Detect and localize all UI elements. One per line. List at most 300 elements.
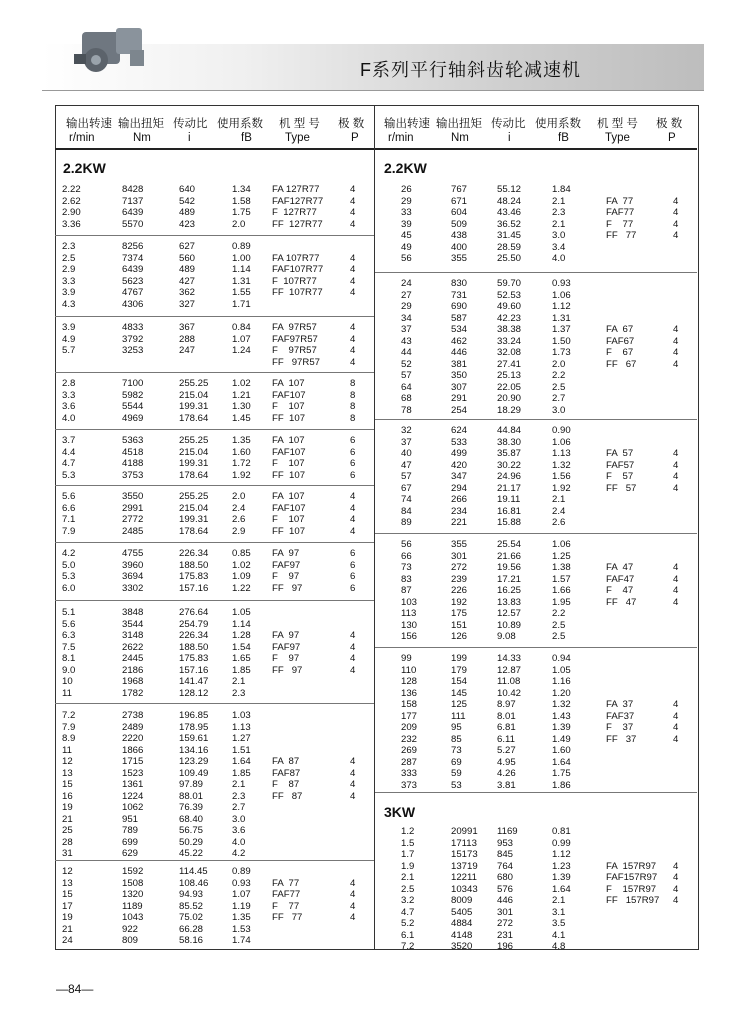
service-factor: 1.49 — [552, 733, 571, 745]
output-speed: 49 — [401, 241, 412, 253]
gear-ratio: 178.64 — [179, 412, 209, 424]
service-factor: 2.1 — [552, 494, 566, 505]
model-type: FF 47 — [606, 596, 637, 608]
service-factor: 1.73 — [552, 347, 571, 358]
model-type: F 37 — [606, 722, 634, 733]
pole-count: 6 — [350, 559, 356, 571]
service-factor: 1.05 — [552, 664, 571, 676]
service-factor: 1.21 — [232, 389, 251, 401]
output-torque: 1189 — [122, 900, 143, 912]
header-fb: 使用系数 — [535, 118, 581, 130]
output-speed: 56 — [401, 539, 412, 550]
output-speed: 8.1 — [62, 653, 76, 664]
service-factor: 1.23 — [552, 860, 571, 872]
model-type: FAF97 — [272, 641, 301, 653]
gear-ratio: 21.66 — [497, 550, 522, 562]
service-factor: 2.4 — [552, 505, 566, 517]
service-factor: 1.14 — [232, 264, 251, 275]
service-factor: 1.92 — [552, 482, 571, 494]
service-factor: 2.0 — [232, 218, 246, 230]
output-torque: 59 — [451, 768, 462, 779]
service-factor: 1.55 — [232, 287, 251, 298]
service-factor: 4.2 — [232, 848, 246, 859]
model-type: F 57 — [606, 471, 634, 482]
output-torque: 1968 — [122, 676, 144, 687]
output-speed: 110 — [401, 664, 417, 676]
service-factor: 1.53 — [232, 923, 251, 935]
model-type: FF 57 — [606, 482, 637, 494]
model-type: F 77 — [272, 900, 300, 912]
service-factor: 3.1 — [552, 906, 566, 918]
service-factor: 1.65 — [232, 653, 251, 664]
output-speed: 3.9 — [62, 287, 76, 298]
group-separator — [375, 272, 697, 273]
pole-count: 4 — [350, 333, 356, 345]
model-type: F 107 — [272, 401, 305, 412]
output-torque: 125 — [451, 699, 468, 710]
output-speed: 24 — [62, 935, 73, 946]
service-factor: 2.9 — [232, 525, 246, 537]
service-factor: 1.66 — [552, 585, 571, 596]
output-torque: 4969 — [122, 412, 144, 424]
output-torque: 438 — [451, 230, 468, 241]
gear-ratio: 6.11 — [497, 733, 515, 745]
gear-ratio: 542 — [179, 195, 196, 207]
service-factor: 1.02 — [232, 378, 251, 389]
model-type: FAF57 — [606, 459, 635, 471]
output-speed: 87 — [401, 585, 412, 596]
output-torque: 3848 — [122, 607, 144, 618]
service-factor: 1.58 — [232, 195, 251, 207]
output-torque: 3792 — [122, 333, 144, 345]
output-torque: 2622 — [122, 641, 144, 653]
service-factor: 1.72 — [232, 458, 251, 469]
output-torque: 73 — [451, 745, 462, 756]
pole-count: 4 — [350, 779, 356, 790]
output-speed: 1.5 — [401, 837, 415, 849]
output-torque: 17113 — [451, 837, 477, 849]
output-speed: 34 — [401, 312, 412, 324]
service-factor: 2.1 — [232, 676, 246, 687]
gear-ratio: 43.46 — [497, 207, 522, 218]
output-speed: 21 — [62, 813, 73, 825]
service-factor: 1.85 — [232, 767, 251, 779]
page-number: —84— — [56, 982, 94, 996]
service-factor: 1.71 — [232, 298, 251, 310]
model-type: FAF107 — [272, 446, 306, 458]
pole-count: 4 — [673, 207, 679, 218]
service-factor: 2.3 — [232, 790, 246, 802]
output-torque: 1523 — [122, 767, 144, 779]
header-poles: 极 数 — [656, 118, 683, 130]
output-speed: 5.3 — [62, 571, 76, 582]
model-type: FF 127R77 — [272, 218, 323, 230]
gear-ratio: 44.84 — [497, 425, 522, 436]
gear-ratio: 11.08 — [497, 676, 521, 687]
gear-ratio: 9.08 — [497, 631, 516, 642]
model-type: FA 97 — [272, 548, 300, 559]
service-factor: 2.5 — [552, 381, 566, 393]
model-type: FF 107 — [272, 469, 306, 481]
output-torque: 1782 — [122, 687, 144, 699]
model-type: F 97R57 — [272, 345, 317, 356]
service-factor: 2.6 — [232, 514, 246, 525]
unit-ratio: i — [188, 132, 191, 144]
pole-count: 8 — [350, 412, 356, 424]
output-speed: 156 — [401, 631, 418, 642]
output-speed: 12 — [62, 756, 73, 767]
output-speed: 2.5 — [401, 883, 415, 895]
output-speed: 5.3 — [62, 469, 76, 481]
output-speed: 4.7 — [62, 458, 76, 469]
right-column-header — [375, 108, 697, 148]
output-speed: 7.2 — [401, 941, 415, 952]
pole-count: 4 — [350, 218, 356, 230]
document-title: F系列平行轴斜齿轮减速机 — [360, 60, 581, 80]
gear-ratio: 489 — [179, 264, 196, 275]
gear-ratio: 576 — [497, 883, 514, 895]
output-speed: 13 — [62, 877, 73, 889]
gear-ratio: 75.02 — [179, 912, 204, 923]
service-factor: 2.1 — [552, 218, 566, 230]
output-torque: 3302 — [122, 582, 144, 594]
output-torque: 509 — [451, 218, 468, 230]
gear-ratio: 16.25 — [497, 585, 522, 596]
output-torque: 226 — [451, 585, 468, 596]
output-torque: 2220 — [122, 733, 144, 744]
pole-count: 4 — [350, 207, 356, 218]
service-factor: 1.19 — [232, 900, 251, 912]
header-speed: 输出转速 — [384, 118, 430, 130]
model-type: FA 47 — [606, 562, 634, 573]
service-factor: 2.5 — [552, 631, 566, 642]
output-speed: 99 — [401, 653, 412, 664]
pole-count: 4 — [673, 872, 679, 883]
output-speed: 287 — [401, 756, 418, 768]
model-type: F 107 — [272, 514, 305, 525]
unit-torque: Nm — [451, 132, 469, 144]
gear-ratio: 188.50 — [179, 641, 209, 653]
gear-ratio: 33.24 — [497, 335, 522, 347]
gear-ratio: 301 — [497, 906, 514, 918]
gear-ratio: 76.39 — [179, 802, 204, 813]
output-speed: 11 — [62, 687, 72, 699]
service-factor: 2.1 — [552, 895, 566, 906]
service-factor: 0.94 — [552, 653, 571, 664]
model-type: FF 97 — [272, 582, 303, 594]
left-section-title: 2.2KW — [63, 160, 106, 176]
pole-count: 4 — [350, 756, 356, 767]
model-type: FA 107 — [272, 491, 305, 502]
output-speed: 43 — [401, 335, 412, 347]
gear-ratio: 88.01 — [179, 790, 204, 802]
gear-ratio: 199.31 — [179, 514, 209, 525]
gear-ratio: 56.75 — [179, 825, 204, 836]
output-speed: 1.9 — [401, 860, 415, 872]
gear-ratio: 59.70 — [497, 278, 522, 289]
output-torque: 830 — [451, 278, 468, 289]
pole-count: 4 — [673, 585, 679, 596]
gear-ratio: 12.87 — [497, 664, 522, 676]
output-torque: 2445 — [122, 653, 144, 664]
gear-ratio: 30.22 — [497, 459, 522, 471]
gear-ratio: 50.29 — [179, 836, 204, 848]
service-factor: 1.60 — [552, 745, 571, 756]
group-separator — [55, 429, 374, 430]
output-torque: 1508 — [122, 877, 144, 889]
pole-count: 4 — [673, 883, 679, 895]
output-torque: 951 — [122, 813, 139, 825]
pole-count: 6 — [350, 458, 356, 469]
service-factor: 2.2 — [552, 370, 566, 381]
output-speed: 4.9 — [62, 333, 76, 345]
model-type: FAF87 — [272, 767, 301, 779]
gear-ratio: 24.96 — [497, 471, 522, 482]
output-speed: 74 — [401, 494, 412, 505]
service-factor: 3.0 — [552, 230, 566, 241]
service-factor: 1.64 — [232, 756, 251, 767]
model-type: FA 107R77 — [272, 252, 320, 264]
output-torque: 671 — [451, 195, 468, 207]
service-factor: 1.14 — [232, 618, 251, 630]
output-speed: 3.6 — [62, 401, 76, 412]
gear-ratio: 18.29 — [497, 404, 522, 416]
gear-ratio: 108.46 — [179, 877, 209, 889]
output-speed: 2.3 — [62, 241, 76, 252]
gear-ratio: 157.16 — [179, 582, 209, 594]
output-speed: 7.9 — [62, 525, 76, 537]
header-speed: 输出转速 — [66, 118, 112, 130]
pole-count: 4 — [673, 358, 679, 370]
output-torque: 126 — [451, 631, 468, 642]
gear-ratio: 49.60 — [497, 301, 522, 312]
group-separator — [375, 419, 697, 420]
left-column-header — [55, 108, 374, 148]
header-ratio: 传动比 — [173, 118, 208, 130]
output-speed: 37 — [401, 324, 412, 335]
gear-ratio: 32.08 — [497, 347, 522, 358]
output-torque: 3753 — [122, 469, 144, 481]
output-torque: 179 — [451, 664, 468, 676]
gear-ratio: 178.95 — [179, 721, 209, 733]
pole-count: 6 — [350, 571, 356, 582]
output-speed: 28 — [62, 836, 73, 848]
model-type: F 97 — [272, 571, 300, 582]
output-torque: 587 — [451, 312, 468, 324]
output-torque: 3694 — [122, 571, 144, 582]
service-factor: 1.60 — [232, 446, 251, 458]
output-torque: 53 — [451, 779, 462, 791]
service-factor: 4.0 — [232, 836, 246, 848]
gear-ratio: 22.05 — [497, 381, 522, 393]
output-speed: 21 — [62, 923, 73, 935]
pole-count: 4 — [673, 699, 679, 710]
model-type: FAF107 — [272, 389, 306, 401]
output-torque: 12211 — [451, 872, 477, 883]
output-torque: 291 — [451, 393, 468, 404]
gear-ratio: 362 — [179, 287, 196, 298]
service-factor: 1.37 — [552, 324, 571, 335]
service-factor: 1.32 — [552, 699, 571, 710]
pole-count: 4 — [673, 195, 679, 207]
output-torque: 8428 — [122, 184, 144, 195]
gear-ratio: 215.04 — [179, 502, 209, 514]
output-speed: 78 — [401, 404, 412, 416]
output-torque: 1592 — [122, 866, 144, 877]
header-poles: 极 数 — [338, 118, 365, 130]
service-factor: 1.57 — [552, 573, 571, 585]
group-separator — [55, 485, 374, 486]
model-type: F 97 — [272, 653, 300, 664]
pole-count: 4 — [350, 877, 356, 889]
output-speed: 12 — [62, 866, 73, 877]
output-torque: 1715 — [122, 756, 144, 767]
output-speed: 47 — [401, 459, 412, 471]
output-speed: 24 — [401, 278, 412, 289]
model-type: F 67 — [606, 347, 634, 358]
pole-count: 4 — [350, 252, 356, 264]
pole-count: 4 — [350, 502, 356, 514]
gear-ratio: 255.25 — [179, 491, 209, 502]
output-speed: 4.2 — [62, 548, 76, 559]
gear-ratio: 12.57 — [497, 608, 522, 619]
gear-ratio: 560 — [179, 252, 196, 264]
model-type: FF 97R57 — [272, 356, 320, 368]
output-speed: 31 — [62, 848, 73, 859]
service-factor: 1.06 — [552, 539, 571, 550]
pole-count: 4 — [350, 664, 356, 676]
model-type: FA 77 — [272, 877, 300, 889]
output-torque: 922 — [122, 923, 139, 935]
header-torque: 输出扭矩 — [436, 118, 482, 130]
service-factor: 1.74 — [232, 935, 251, 946]
gear-ratio: 19.11 — [497, 494, 521, 505]
output-torque: 534 — [451, 324, 468, 335]
gear-ratio: 128.12 — [179, 687, 209, 699]
output-torque: 604 — [451, 207, 468, 218]
gear-ratio: 38.30 — [497, 436, 522, 448]
service-factor: 1.06 — [552, 436, 571, 448]
gear-ratio: 489 — [179, 207, 196, 218]
output-speed: 177 — [401, 710, 418, 722]
model-type: FF 77 — [272, 912, 303, 923]
header-torque: 输出扭矩 — [118, 118, 164, 130]
output-speed: 25 — [62, 825, 73, 836]
model-type: FF 67 — [606, 358, 637, 370]
output-torque: 1361 — [122, 779, 144, 790]
group-separator — [375, 792, 697, 793]
output-speed: 136 — [401, 687, 418, 699]
service-factor: 0.84 — [232, 322, 251, 333]
output-torque: 1866 — [122, 744, 144, 756]
output-torque: 175 — [451, 608, 468, 619]
output-torque: 5363 — [122, 435, 144, 446]
service-factor: 1.05 — [232, 607, 251, 618]
output-torque: 239 — [451, 573, 468, 585]
output-torque: 2772 — [122, 514, 144, 525]
group-separator — [55, 316, 374, 317]
pole-count: 4 — [673, 482, 679, 494]
output-torque: 8256 — [122, 241, 144, 252]
gear-ratio: 175.83 — [179, 653, 209, 664]
output-speed: 68 — [401, 393, 412, 404]
output-torque: 2991 — [122, 502, 144, 514]
gear-ratio: 764 — [497, 860, 514, 872]
service-factor: 4.1 — [552, 929, 566, 941]
output-speed: 4.3 — [62, 298, 76, 310]
header-rule — [55, 148, 374, 150]
model-type: F 77 — [606, 218, 634, 230]
unit-fb: fB — [241, 132, 252, 144]
output-speed: 16 — [62, 790, 73, 802]
gear-ratio: 199.31 — [179, 458, 209, 469]
output-speed: 3.2 — [401, 895, 415, 906]
service-factor: 2.0 — [552, 358, 566, 370]
output-speed: 3.36 — [62, 218, 81, 230]
pole-count: 4 — [673, 324, 679, 335]
gear-ratio: 247 — [179, 345, 196, 356]
service-factor: 3.5 — [552, 918, 566, 929]
unit-type: Type — [605, 132, 630, 144]
service-factor: 1.00 — [232, 252, 251, 264]
group-separator — [55, 372, 374, 373]
group-separator — [55, 860, 374, 861]
pole-count: 4 — [673, 471, 679, 482]
output-speed: 27 — [401, 289, 412, 301]
service-factor: 2.7 — [232, 802, 246, 813]
output-torque: 307 — [451, 381, 468, 393]
service-factor: 1.84 — [552, 184, 571, 195]
output-torque: 533 — [451, 436, 468, 448]
service-factor: 1.20 — [552, 687, 571, 699]
service-factor: 0.90 — [552, 425, 571, 436]
output-torque: 13719 — [451, 860, 478, 872]
output-torque: 221 — [451, 517, 468, 528]
pole-count: 4 — [673, 230, 679, 241]
model-type: FF 107 — [272, 525, 306, 537]
pole-count: 4 — [673, 347, 679, 358]
output-speed: 5.2 — [401, 918, 415, 929]
service-factor: 2.5 — [552, 619, 566, 631]
output-torque: 20991 — [451, 826, 478, 837]
service-factor: 1.86 — [552, 779, 571, 791]
table-frame — [55, 105, 699, 950]
output-torque: 420 — [451, 459, 468, 471]
header-type: 机 型 号 — [279, 118, 320, 130]
output-torque: 111 — [451, 710, 466, 722]
output-speed: 40 — [401, 448, 412, 459]
header-type: 机 型 号 — [597, 118, 638, 130]
gear-ratio: 196 — [497, 941, 514, 952]
output-torque: 7100 — [122, 378, 144, 389]
output-torque: 5982 — [122, 389, 144, 401]
output-torque: 145 — [451, 687, 468, 699]
output-torque: 151 — [451, 619, 468, 631]
model-type: FA 97R57 — [272, 322, 317, 333]
pole-count: 6 — [350, 548, 356, 559]
service-factor: 1.50 — [552, 335, 571, 347]
gear-ratio: 215.04 — [179, 446, 209, 458]
gear-ratio: 114.45 — [179, 866, 208, 877]
output-torque: 3520 — [451, 941, 473, 952]
service-factor: 2.2 — [552, 608, 566, 619]
service-factor: 1.02 — [232, 559, 251, 571]
output-torque: 381 — [451, 358, 468, 370]
output-torque: 789 — [122, 825, 139, 836]
unit-ratio: i — [508, 132, 511, 144]
unit-poles: P — [668, 132, 676, 144]
model-type: FA 97 — [272, 630, 300, 641]
